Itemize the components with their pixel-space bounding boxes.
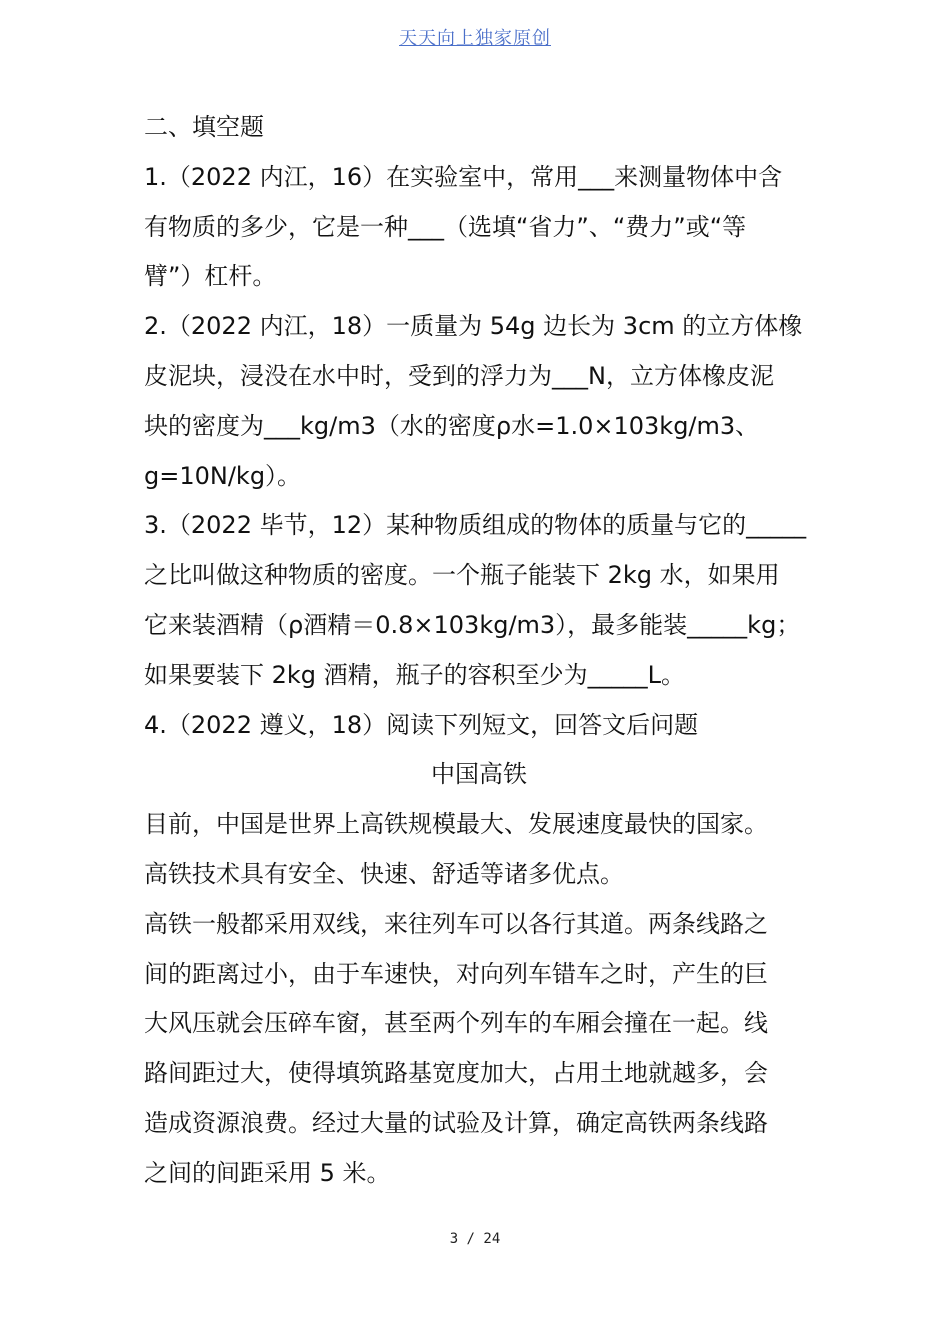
question-3-line-4: 如果要装下 2kg 酒精，瓶子的容积至少为_____L。: [144, 660, 686, 689]
article-line-7: 造成资源浪费。经过大量的试验及计算，确定高铁两条线路: [144, 1108, 768, 1137]
section-heading: 二、填空题: [144, 113, 264, 141]
question-1-line-1: 1.（2022 内江，16）在实验室中，常用___来测量物体中含: [144, 162, 783, 191]
question-2-line-4: g=10N/kg）。: [144, 461, 302, 490]
article-line-5: 大风压就会压碎车窗，甚至两个列车的车厢会撞在一起。线: [144, 1009, 768, 1038]
document-body: [144, 103, 814, 1199]
question-3-line-1: 3.（2022 毕节，12）某种物质组成的物体的质量与它的_____: [144, 511, 807, 540]
article-line-6: 路间距过大，使得填筑路基宽度加大，占用土地就越多，会: [144, 1059, 768, 1088]
question-2-line-1: 2.（2022 内江，18）一质量为 54g 边长为 3cm 的立方体橡: [144, 312, 803, 341]
question-1-line-3: 臂”）杠杆。: [144, 262, 277, 291]
question-3-line-2: 之比叫做这种物质的密度。一个瓶子能装下 2kg 水，如果用: [144, 561, 780, 590]
question-2-line-3: 块的密度为___kg/m3（水的密度ρ水=1.0×103kg/m3、: [144, 411, 760, 440]
page-indicator: 3 / 24: [449, 1231, 501, 1247]
question-2-line-2: 皮泥块，浸没在水中时，受到的浮力为___N，立方体橡皮泥: [144, 361, 774, 390]
header-link[interactable]: 天天向上独家原创: [399, 28, 551, 49]
question-4-line-1: 4.（2022 遵义，18）阅读下列短文，回答文后问题: [144, 710, 699, 739]
question-3-line-3: 它来装酒精（ρ酒精＝0.8×103kg/m3），最多能装_____kg；: [144, 610, 801, 639]
article-line-1: 目前，中国是世界上高铁规模最大、发展速度最快的国家。: [144, 810, 768, 839]
article-line-2: 高铁技术具有安全、快速、舒适等诸多优点。: [144, 859, 624, 888]
article-line-3: 高铁一般都采用双线，来往列车可以各行其道。两条线路之: [144, 909, 768, 938]
article-title: 中国高铁: [431, 760, 527, 789]
article-line-4: 间的距离过小，由于车速快，对向列车错车之时，产生的巨: [144, 959, 768, 988]
article-line-8: 之间的间距采用 5 米。: [144, 1158, 391, 1187]
question-1-line-2: 有物质的多少，它是一种___（选填“省力”、“费力”或“等: [144, 212, 747, 241]
